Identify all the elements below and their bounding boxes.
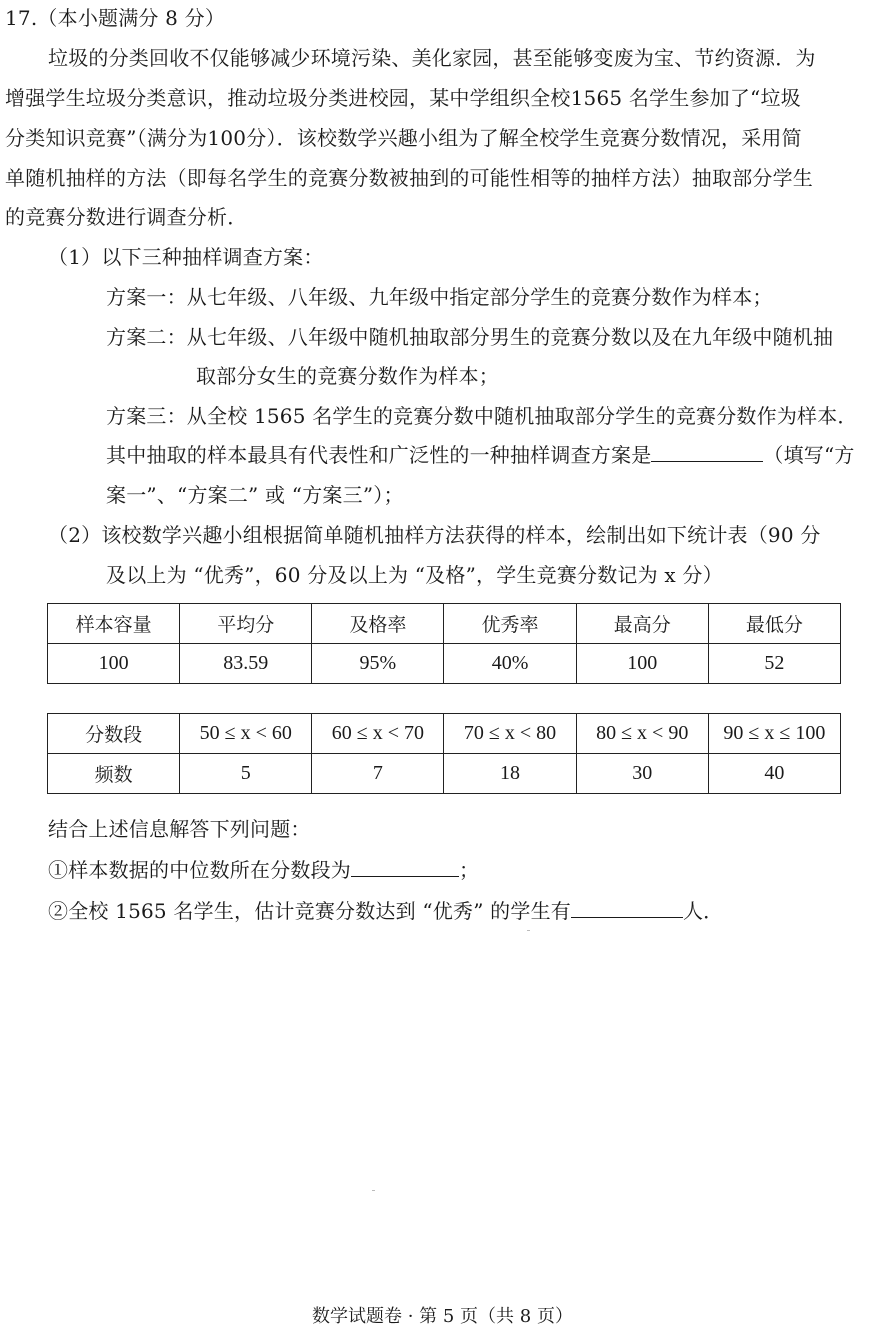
question-header — [5, 4, 225, 32]
header-cell: 样本容量 — [48, 604, 180, 644]
answer-blank-plan[interactable] — [651, 441, 763, 462]
part-2-line: （2）该校数学兴趣小组根据简单随机抽样方法获得的样本，绘制出如下统计表（90 分 — [48, 523, 821, 547]
question-number: 17. — [5, 6, 38, 30]
question-score-note: （本小题满分 8 分） — [37, 6, 226, 30]
value-cell: 40% — [444, 644, 576, 684]
part-1-question-text: 其中抽取的样本最具有代表性和广泛性的一种抽样调查方案是 — [106, 443, 652, 467]
header-cell: 及格率 — [312, 604, 444, 644]
sub-question-2 — [48, 897, 723, 925]
sub-question-2-text: ②全校 1565 名学生，估计竞赛分数达到 “优秀” 的学生有 — [48, 899, 571, 923]
intro-line: 分类知识竞赛”（满分为100分）．该校数学兴趣小组为了解全校学生竞赛分数情况，采用简 — [5, 126, 802, 150]
part-1-question-continued: 案一”、“方案二” 或 “方案三”）； — [106, 483, 404, 507]
plan-2: 方案二：从七年级、八年级中随机抽取部分男生的竞赛分数以及在九年级中随机抽 — [106, 325, 834, 349]
value-cell: 100 — [48, 644, 180, 684]
intro-line: 的竞赛分数进行调查分析． — [5, 205, 248, 229]
scan-speck — [372, 1190, 375, 1191]
row-label: 频数 — [48, 754, 180, 794]
scan-speck — [527, 930, 530, 931]
punctuation: ； — [459, 858, 480, 882]
sub-questions-lead: 结合上述信息解答下列问题： — [48, 817, 311, 841]
interval-cell: 80 ≤ x < 90 — [576, 714, 708, 754]
count-cell: 40 — [708, 754, 840, 794]
count-row — [48, 754, 841, 794]
interval-cell: 70 ≤ x < 80 — [444, 714, 576, 754]
unit-text: 人． — [682, 899, 724, 923]
count-cell: 5 — [180, 754, 312, 794]
sub-question-1 — [48, 856, 479, 884]
intro-line: 增强学生垃圾分类意识，推动垃圾分类进校园，某中学组织全校1565 名学生参加了“垃圾 — [5, 86, 801, 110]
plan-1: 方案一：从七年级、八年级、九年级中指定部分学生的竞赛分数作为样本； — [106, 285, 773, 309]
header-cell: 优秀率 — [444, 604, 576, 644]
interval-cell: 60 ≤ x < 70 — [312, 714, 444, 754]
count-cell: 30 — [576, 754, 708, 794]
part-1-question-hint: （填写“方 — [763, 443, 855, 467]
intro-line: 单随机抽样的方法（即每名学生的竞赛分数被抽到的可能性相等的抽样方法）抽取部分学生 — [5, 166, 813, 190]
value-cell: 52 — [708, 644, 840, 684]
header-cell: 最高分 — [576, 604, 708, 644]
answer-blank-median[interactable] — [351, 856, 459, 877]
interval-row — [48, 714, 841, 754]
interval-cell: 90 ≤ x ≤ 100 — [708, 714, 840, 754]
count-cell: 7 — [312, 754, 444, 794]
count-cell: 18 — [444, 754, 576, 794]
frequency-table — [47, 713, 841, 794]
part-1-label: （1）以下三种抽样调查方案： — [48, 245, 324, 269]
intro-line: 垃圾的分类回收不仅能够减少环境污染、美化家园，甚至能够变废为宝、节约资源．为 — [48, 46, 816, 70]
interval-cell: 50 ≤ x < 60 — [180, 714, 312, 754]
header-cell: 平均分 — [180, 604, 312, 644]
plan-3: 方案三：从全校 1565 名学生的竞赛分数中随机抽取部分学生的竞赛分数作为样本． — [106, 404, 858, 428]
row-label: 分数段 — [48, 714, 180, 754]
part-2-line: 及以上为 “优秀”，60 分及以上为 “及格”，学生竞赛分数记为 x 分） — [106, 563, 723, 587]
sub-question-1-text: ①样本数据的中位数所在分数段为 — [48, 858, 351, 882]
value-cell: 83.59 — [180, 644, 312, 684]
answer-blank-excellent-count[interactable] — [571, 897, 683, 918]
part-1-question — [106, 441, 855, 469]
header-cell: 最低分 — [708, 604, 840, 644]
summary-table — [47, 603, 841, 684]
plan-2-continued: 取部分女生的竞赛分数作为样本； — [196, 364, 499, 388]
summary-header-row — [48, 604, 841, 644]
summary-value-row — [48, 644, 841, 684]
value-cell: 95% — [312, 644, 444, 684]
value-cell: 100 — [576, 644, 708, 684]
page-footer: 数学试题卷 · 第 5 页（共 8 页） — [312, 1306, 573, 1327]
